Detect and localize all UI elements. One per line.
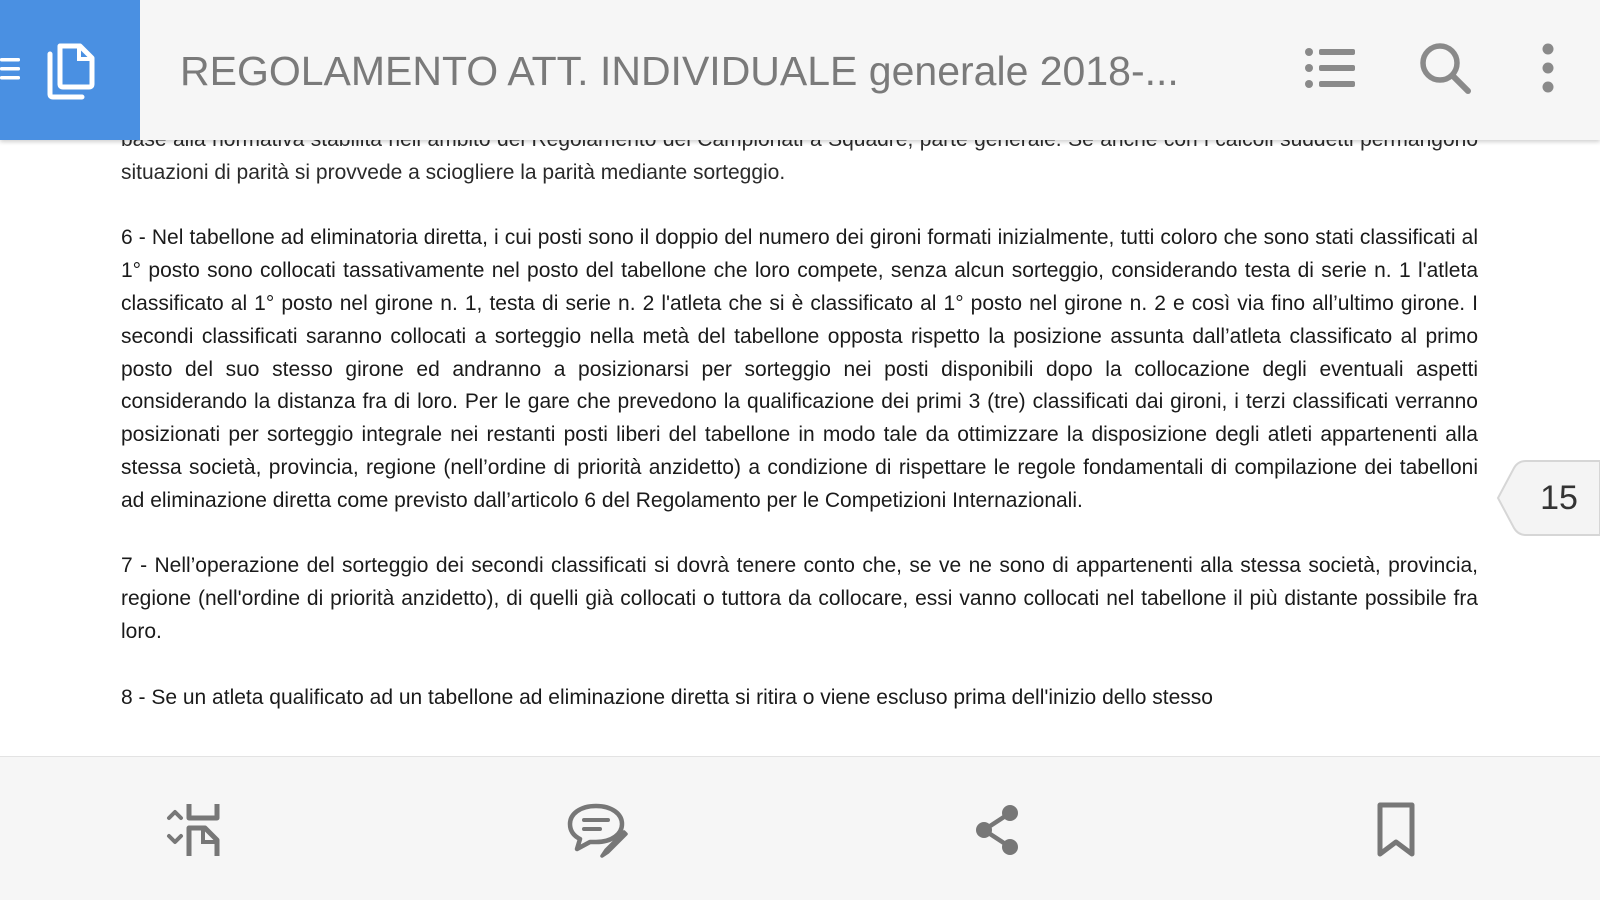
paragraph-7: 7 - Nell’operazione del sorteggio dei secondi classificati si dovrà tenere conto che, se ve ne sono di appartenenti alla stessa società, provincia, regione (nell'ordine di priorità anzidetto), di quelli già collocati o tuttora da collocare, essi vanno collocati nel tabellone il più distante possibile fra loro. <box>121 554 1478 643</box>
share-icon <box>972 803 1022 861</box>
bookmark-button[interactable] <box>1361 797 1431 867</box>
outline-button[interactable] <box>1300 40 1360 100</box>
paragraph-5-tail: situazioni di parità si provvede a sciogliere la parità mediante sorteggio. <box>121 160 786 184</box>
documents-icon <box>44 42 98 100</box>
page-number-indicator[interactable] <box>1496 460 1600 536</box>
search-button[interactable] <box>1415 40 1475 100</box>
comments-button[interactable] <box>563 797 633 867</box>
page-number: 15 <box>1540 479 1578 517</box>
paragraph-6: 6 - Nel tabellone ad eliminatoria diretta, i cui posti sono il doppio del numero dei gironi formati inizialmente, tutti coloro che sono stati classificati al 1° posto sono collocati tassativamente nel posto del tabellone che loro compete, senza alcun sorteggio, considerando testa di serie n. 1 l'atleta classificato al 1° posto nel girone n. 1, testa di serie n. 2 l'atleta che si è classificato al 1° posto nel girone n. 2 e così via fino all’ultimo girone. I secondi classificati saranno collocati a sorteggio nella metà del tabellone opposta rispetto la posizione assunta dall’atleta classificato al primo posto del suo stesso girone ed andranno a posizionarsi per sorteggio nei posti disponibili dopo la collocazione degli eventuali aspetti considerando la distanza fra di loro. Per le gare che prevedono la qualificazione dei primi 3 (tre) classificati dai gironi, i terzi classificati verranno posizionati per sorteggio integrale nei restanti posti liberi del tabellone in modo tale da ottimizzare la disposizione degli atleti appartenenti alla stessa società, provincia, regione (nell’ordine di priorità anzidetto) a condizione di rispettare le regole fondamentali di compilazione dei tabelloni ad eliminazione diretta come previsto dall’articolo 6 del Regolamento per le Competizioni Internazionali. <box>121 226 1478 512</box>
search-icon <box>1418 41 1472 99</box>
page-fit-icon <box>165 802 225 862</box>
paragraph-8: 8 - Se un atleta qualificato ad un tabellone ad eliminazione diretta si ritira o viene escluso prima dell'inizio dello stesso <box>121 685 1213 709</box>
document-page <box>121 124 1478 747</box>
more-vertical-icon <box>1541 43 1555 97</box>
menu-lines-icon[interactable] <box>0 56 22 82</box>
bookmark-icon <box>1376 802 1416 862</box>
comment-edit-icon <box>566 802 630 862</box>
document-title: REGOLAMENTO ATT. INDIVIDUALE generale 2018-... <box>180 48 1179 94</box>
list-icon <box>1304 46 1356 94</box>
more-options-button[interactable] <box>1518 40 1578 100</box>
page-mode-button[interactable] <box>160 797 230 867</box>
share-button[interactable] <box>962 797 1032 867</box>
document-viewport[interactable] <box>0 124 1600 756</box>
top-app-bar <box>0 0 1600 140</box>
documents-button[interactable] <box>0 0 140 140</box>
bottom-toolbar <box>0 756 1600 900</box>
